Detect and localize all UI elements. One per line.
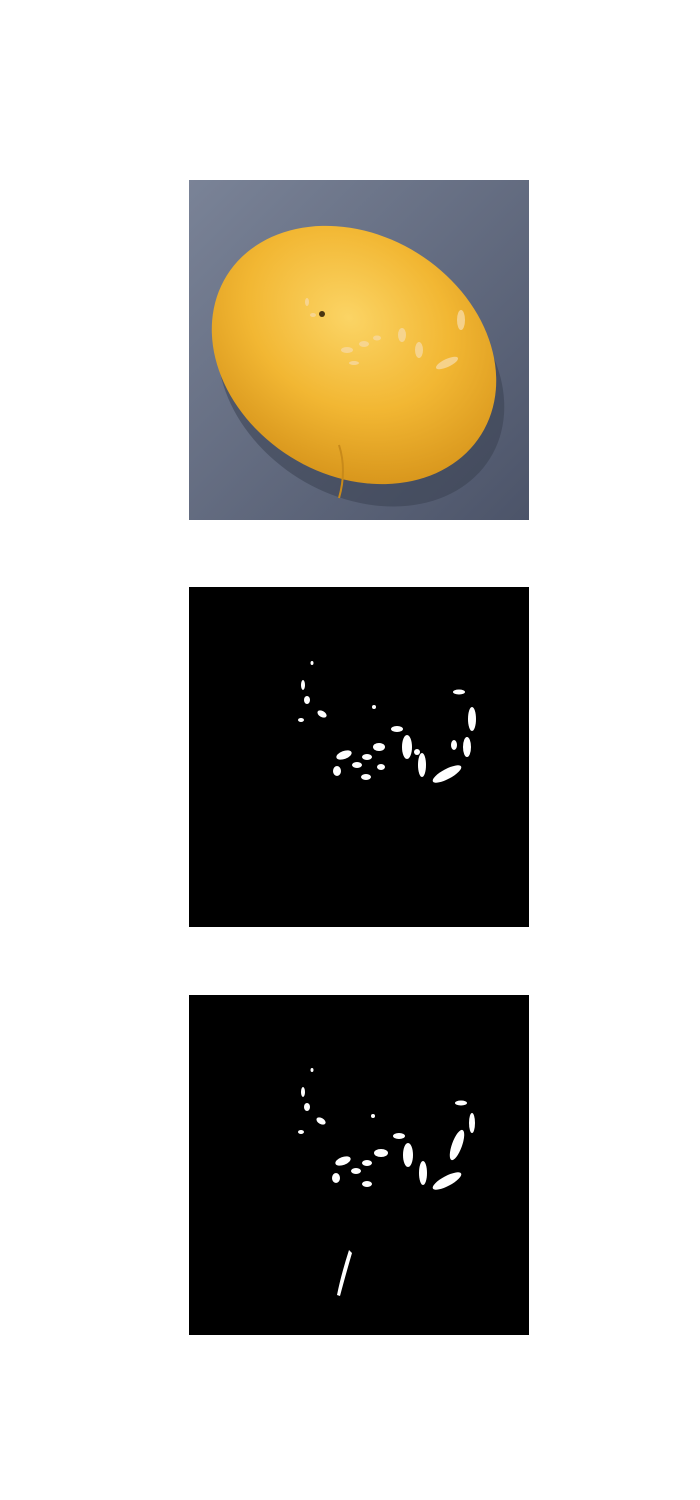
segmentation-mask-panel-1 [189,587,529,927]
fruit-photo-panel [189,180,529,520]
segmentation-mask-panel-2 [189,995,529,1335]
segmentation-mask-1 [189,587,529,927]
fruit-photo [189,180,529,520]
segmentation-mask-2 [189,995,529,1335]
fruit-spot [319,311,325,317]
